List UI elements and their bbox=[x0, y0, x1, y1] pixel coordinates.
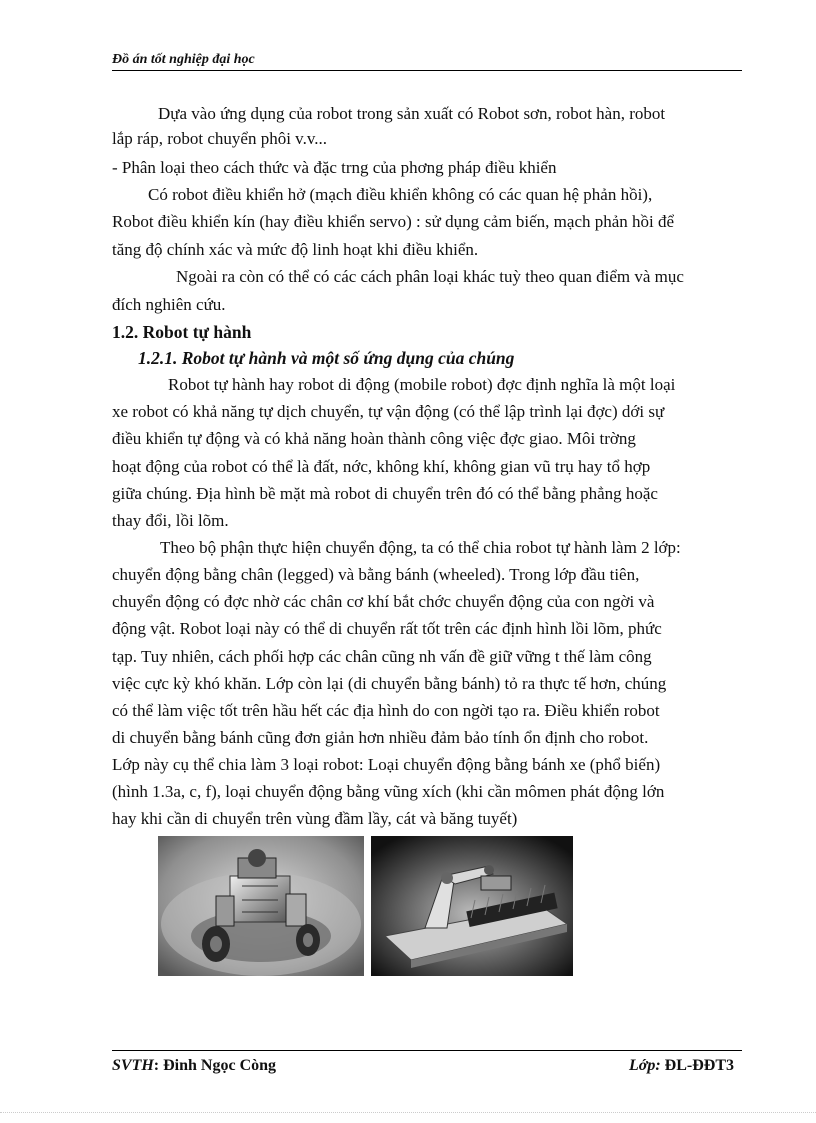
body-line: Robot điều khiển kín (hay điều khiển servo) : sử dụng cảm biến, mạch phản hồi để bbox=[112, 212, 675, 231]
body-line: Dựa vào ứng dụng của robot trong sản xuất có Robot sơn, robot hàn, robot bbox=[158, 104, 666, 123]
svth-label: SVTH bbox=[112, 1057, 154, 1074]
body-line: Lớp này cụ thể chia làm 3 loại robot: Loại chuyển động bằng bánh xe (phổ biến) bbox=[112, 755, 661, 774]
body-line: Robot tự hành hay robot di động (mobile robot) đợc định nghĩa là một loại bbox=[168, 375, 676, 394]
body-line: hoạt động của robot có thể là đất, nớc, không khí, không gian vũ trụ hay tổ hợp bbox=[112, 457, 651, 476]
body-line: tăng độ chính xác và mức độ linh hoạt khi điều khiển. bbox=[112, 240, 479, 259]
subsection-heading: 1.2.1. Robot tự hành và một số ứng dụng của chúng bbox=[138, 348, 515, 368]
wheeled-robot-photo bbox=[158, 836, 364, 976]
tracked-robot-photo bbox=[371, 836, 573, 976]
body-line: hay khi cần di chuyển trên vùng đầm lầy, cát và băng tuyết) bbox=[112, 809, 518, 828]
body-line: Ngoài ra còn có thể có các cách phân loại khác tuỳ theo quan điểm và mục bbox=[176, 267, 684, 286]
svth-name: : Đinh Ngọc Còng bbox=[153, 1057, 277, 1074]
body-line: giữa chúng. Địa hình bề mặt mà robot di chuyển trên đó có thể bằng phẳng hoặc bbox=[112, 484, 658, 503]
body-line: xe robot có khả năng tự dịch chuyển, tự vận động (có thể lập trình lại đợc) dới sự bbox=[112, 402, 665, 421]
class-label: Lớp: bbox=[628, 1057, 661, 1074]
body-line: điều khiển tự động và có khả năng hoàn thành công việc đợc giao. Môi trờng bbox=[112, 429, 636, 448]
page-header bbox=[112, 50, 742, 71]
header-title: Đồ án tốt nghiệp đại học bbox=[112, 52, 255, 67]
footer-class bbox=[629, 1057, 734, 1075]
body-line: lắp ráp, robot chuyển phôi v.v... bbox=[112, 129, 327, 148]
page-footer bbox=[112, 1050, 742, 1081]
body-line: chuyển động bằng chân (legged) và bằng bánh (wheeled). Trong lớp đầu tiên, bbox=[112, 565, 640, 584]
body-line: (hình 1.3a, c, f), loại chuyển động bằng vũng xích (khi cần mômen phát động lớn bbox=[112, 782, 665, 801]
body-line: chuyển động có đợc nhờ các chân cơ khí bắt chớc chuyển động của con ngời và bbox=[112, 592, 655, 611]
class-value: ĐL-ĐĐT3 bbox=[660, 1057, 734, 1074]
body-line: Có robot điều khiển hở (mạch điều khiển không có các quan hệ phản hồi), bbox=[148, 185, 653, 204]
section-heading: 1.2. Robot tự hành bbox=[112, 322, 252, 342]
body-line: có thể làm việc tốt trên hầu hết các địa hình do con ngời tạo ra. Điều khiển robot bbox=[112, 701, 660, 720]
body-line: - Phân loại theo cách thức và đặc trng của phơng pháp điều khiển bbox=[112, 158, 557, 177]
footer-student bbox=[112, 1057, 276, 1075]
body-line: Theo bộ phận thực hiện chuyển động, ta có thể chia robot tự hành làm 2 lớp: bbox=[160, 538, 681, 557]
body-line: việc cực kỳ khó khăn. Lớp còn lại (di chuyển bằng bánh) tỏ ra thực tế hơn, chúng bbox=[112, 674, 667, 693]
body-line: di chuyển bằng bánh cũng đơn giản hơn nhiều đảm bảo tính ổn định cho robot. bbox=[112, 728, 649, 747]
body-line: đích nghiên cứu. bbox=[112, 295, 226, 314]
body-line: động vật. Robot loại này có thể di chuyển rất tốt trên các định hình lồi lõm, phức bbox=[112, 619, 662, 638]
body-line: thay đổi, lồi lõm. bbox=[112, 511, 229, 530]
page-bottom-divider bbox=[0, 1112, 816, 1113]
body-line: tạp. Tuy nhiên, cách phối hợp các chân cũng nh vấn đề giữ vững t thế làm công bbox=[112, 647, 652, 666]
